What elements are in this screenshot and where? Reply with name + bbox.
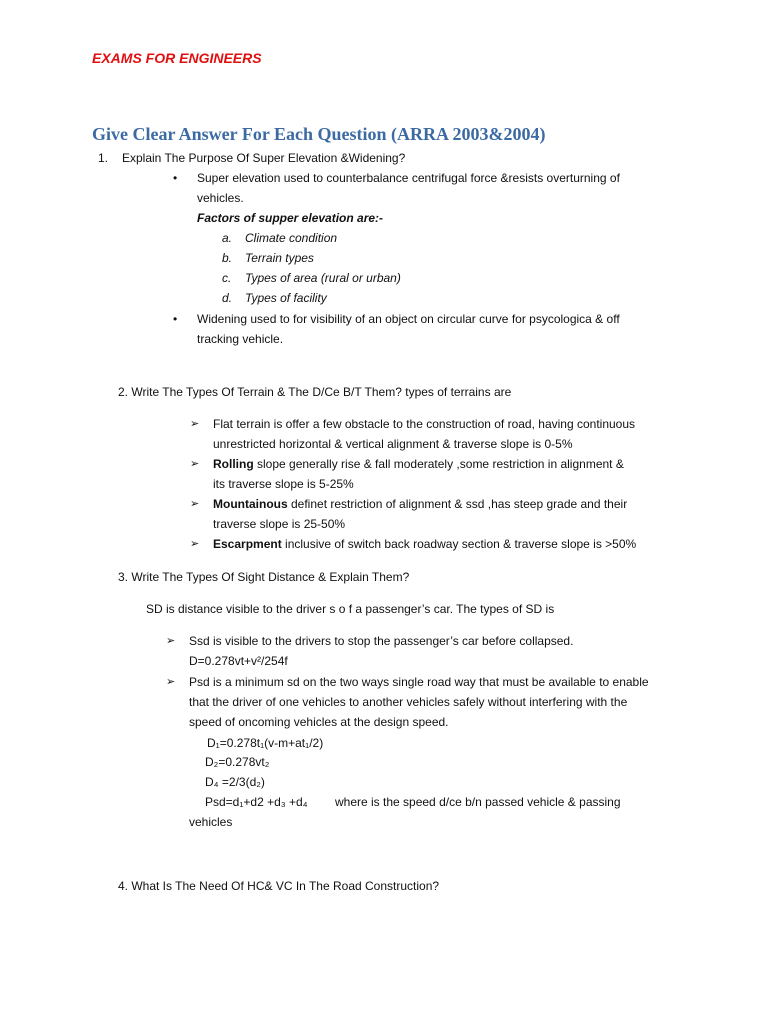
bullet-icon: • — [173, 312, 178, 326]
q3-question: 3. Write The Types Of Sight Distance & Explain Them? — [118, 570, 410, 584]
q3-ssd-formula: D=0.278vt+v²/254f — [189, 654, 288, 668]
q2-item-line2: its traverse slope is 5-25% — [213, 477, 354, 491]
factor-item: Types of area (rural or urban) — [245, 271, 401, 285]
arrow-bullet-icon: ➢ — [166, 635, 176, 647]
q2-question: 2. Write The Types Of Terrain & The D/Ce B/T Them? types of terrains are — [118, 385, 512, 399]
q2-item-title: Rolling — [213, 457, 257, 471]
q1-bullet2-line1: Widening used to for visibility of an object on circular curve for psycologica & off — [197, 312, 620, 326]
bullet-icon: • — [173, 171, 178, 185]
q3-psd-line2: that the driver of one vehicles to another vehicles safely without interfering with the — [189, 695, 628, 709]
q3-ssd: Ssd is visible to the drivers to stop the passenger’s car before collapsed. — [189, 634, 574, 648]
q3-psd-line3: speed of oncoming vehicles at the design speed. — [189, 715, 449, 729]
factor-marker: b. — [222, 251, 233, 265]
q3-formula-d1: D₁=0.278t₁(v-m+at₁/2) — [207, 736, 324, 750]
q2-item-text: inclusive of switch back roadway section & traverse slope is >50% — [285, 537, 637, 551]
q2-item-line2: traverse slope is 25-50% — [213, 517, 346, 531]
q3-formula-d2: D₂=0.278vt₂ — [205, 755, 270, 769]
q1-bullet2-line2: tracking vehicle. — [197, 332, 284, 346]
factor-marker: c. — [222, 271, 232, 285]
q1-factors-heading: Factors of supper elevation are:- — [197, 211, 384, 225]
q2-item-line1: Flat terrain is offer a few obstacle to the construction of road, having continuous — [213, 417, 636, 431]
q3-intro: SD is distance visible to the driver s o f a passenger’s car. The types of SD is — [146, 602, 555, 616]
factor-item: Terrain types — [245, 251, 314, 265]
q2-item-line2: unrestricted horizontal & vertical alignment & traverse slope is 0-5% — [213, 437, 573, 451]
q2-item-text: definet restriction of alignment & ssd ,has steep grade and their — [291, 497, 628, 511]
arrow-bullet-icon: ➢ — [190, 458, 200, 470]
arrow-bullet-icon: ➢ — [190, 418, 200, 430]
q1-number: 1. — [98, 151, 109, 165]
q1-bullet1-line1: Super elevation used to counterbalance centrifugal force &resists overturning of — [197, 171, 620, 185]
arrow-bullet-icon: ➢ — [190, 498, 200, 510]
q3-formula-note-cont: vehicles — [189, 815, 233, 829]
factor-item: Types of facility — [245, 291, 327, 305]
q4-question: 4. What Is The Need Of HC& VC In The Road Construction? — [118, 879, 440, 893]
q3-formula-psd: Psd=d₁+d2 +d₃ +d₄ — [205, 795, 308, 809]
arrow-bullet-icon: ➢ — [190, 538, 200, 550]
q1-question: Explain The Purpose Of Super Elevation &Widening? — [122, 151, 406, 165]
q1-bullet1-line2: vehicles. — [197, 191, 244, 205]
q2-item-line1 — [213, 534, 636, 554]
q2-item-line1 — [213, 454, 624, 474]
page-heading: Give Clear Answer For Each Question (ARRA 2003&2004) — [92, 124, 546, 144]
factor-item: Climate condition — [245, 231, 338, 245]
arrow-bullet-icon: ➢ — [166, 676, 176, 688]
brand-title: EXAMS FOR ENGINEERS — [92, 50, 262, 66]
q2-item-title: Mountainous — [213, 497, 291, 511]
q2-item-line1 — [213, 494, 627, 514]
q3-formula-d4: D₄ =2/3(d₂) — [205, 775, 265, 789]
q3-psd-line1: Psd is a minimum sd on the two ways single road way that must be available to enable — [189, 675, 649, 689]
q3-formula-note: where is the speed d/ce b/n passed vehicle & passing — [335, 795, 621, 809]
factor-marker: d. — [222, 291, 233, 305]
factor-marker: a. — [222, 231, 233, 245]
q2-item-title: Escarpment — [213, 537, 286, 551]
q2-item-text: slope generally rise & fall moderately ,some restriction in alignment & — [257, 457, 624, 471]
